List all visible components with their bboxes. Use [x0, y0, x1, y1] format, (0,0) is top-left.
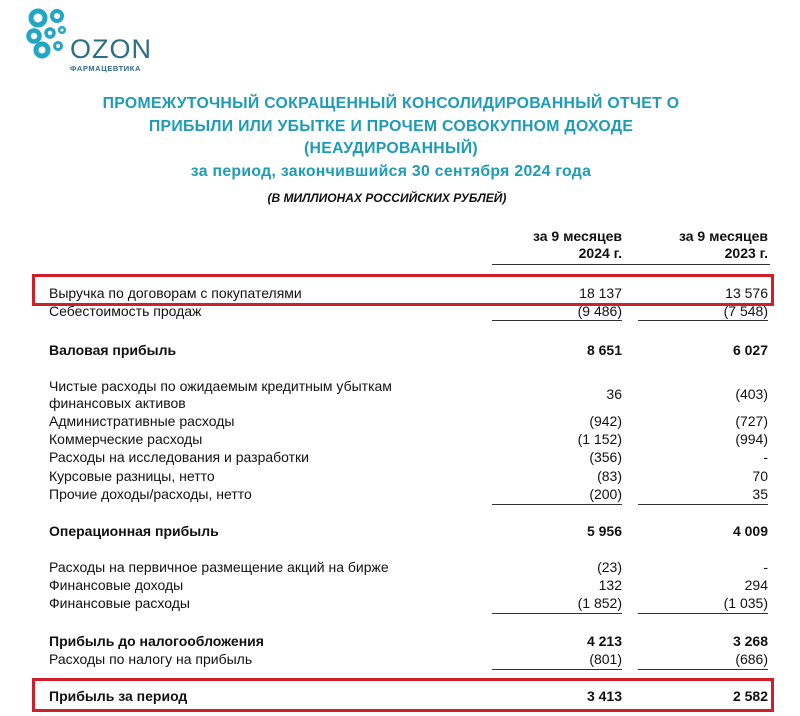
- row-label: [49, 378, 469, 412]
- value-2023: 13 576: [725, 285, 768, 301]
- column-header-2024-period: за 9 месяцев: [532, 228, 622, 244]
- row-label: Курсовые разницы, нетто: [49, 468, 215, 484]
- highlight-revenue-row: [32, 274, 774, 306]
- column-header-2024: [472, 228, 622, 262]
- column-header-2023: [618, 228, 768, 262]
- value-2024: 8 651: [586, 342, 622, 358]
- value-2024: 4 213: [586, 633, 622, 649]
- row-label: Расходы по налогу на прибыль: [49, 651, 253, 667]
- value-2024: 36: [606, 386, 622, 402]
- value-2024: (801): [589, 651, 622, 667]
- value-2024: (1 152): [577, 431, 622, 447]
- subtotal-line-2024: [492, 669, 622, 670]
- value-2023: 4 009: [732, 523, 768, 539]
- logo-subtitle: ФАРМАЦЕВТИКА: [70, 64, 141, 73]
- value-2024: (942): [589, 413, 622, 429]
- row-label: Расходы на исследования и разработки: [49, 449, 309, 465]
- column-header-2024-year: 2024 г.: [578, 245, 622, 261]
- subtotal-line-2023: [638, 320, 768, 321]
- value-2023: -: [763, 449, 768, 465]
- row-label: Валовая прибыль: [49, 342, 177, 358]
- value-2024: (1 852): [577, 595, 622, 611]
- value-2024: (200): [589, 486, 622, 502]
- row-label-line-1: Чистые расходы по ожидаемым кредитным убыткам: [49, 378, 392, 394]
- row-label: Прочие доходы/расходы, нетто: [49, 486, 252, 502]
- value-2023: (7 548): [723, 303, 768, 319]
- subtotal-line-2023: [638, 669, 768, 670]
- row-label: Финансовые доходы: [49, 577, 184, 593]
- row-label: Коммерческие расходы: [49, 431, 203, 447]
- title-line-3: (НЕАУДИРОВАННЫЙ): [304, 140, 478, 157]
- value-2023: (727): [735, 413, 768, 429]
- value-2024: 5 956: [586, 523, 622, 539]
- value-2023: -: [763, 559, 768, 575]
- title-line-4: за период, закончившийся 30 сентября 2024 года: [190, 162, 592, 180]
- value-2023: 294: [744, 577, 768, 593]
- value-2023: 70: [752, 468, 768, 484]
- value-2024: (83): [597, 468, 622, 484]
- column-header-2023-year: 2023 г.: [724, 245, 768, 261]
- value-2023: 35: [752, 486, 768, 502]
- ozon-pharma-logo: [24, 6, 164, 72]
- subtotal-line-2024: [492, 320, 622, 321]
- value-2023: (686): [735, 651, 768, 667]
- header-divider: [492, 264, 770, 265]
- title-line-2: ПРИБЫЛИ ИЛИ УБЫТКЕ И ПРОЧЕМ СОВОКУПНОМ ДОХОДЕ: [148, 117, 634, 135]
- value-2023: 2 582: [732, 688, 768, 704]
- value-2024: (23): [597, 559, 622, 575]
- value-2024: 3 413: [586, 688, 622, 704]
- value-2023: (1 035): [723, 595, 768, 611]
- report-title: [30, 93, 752, 183]
- row-label: Операционная прибыль: [49, 523, 219, 539]
- subtotal-line-2024: [492, 504, 622, 505]
- row-label-line-2: финансовых активов: [49, 395, 186, 411]
- units-note: (В МИЛЛИОНАХ РОССИЙСКИХ РУБЛЕЙ): [267, 191, 507, 205]
- row-label: Финансовые расходы: [49, 595, 190, 611]
- subtotal-line-2023: [638, 613, 768, 614]
- subtotal-line-2024: [492, 613, 622, 614]
- logo-wordmark: OZON: [70, 34, 152, 64]
- value-2024: 18 137: [579, 285, 622, 301]
- row-label: Расходы на первичное размещение акций на бирже: [49, 559, 389, 575]
- value-2024: (356): [589, 449, 622, 465]
- value-2023: 3 268: [732, 633, 768, 649]
- column-header-2023-period: за 9 месяцев: [678, 228, 768, 244]
- value-2024: (9 486): [577, 303, 622, 319]
- value-2024: 132: [598, 577, 622, 593]
- logo-rings-icon: [24, 6, 70, 66]
- value-2023: 6 027: [732, 342, 768, 358]
- value-2023: (994): [735, 431, 768, 447]
- row-label: Выручка по договорам с покупателями: [49, 285, 302, 301]
- row-label: Административные расходы: [49, 413, 235, 429]
- value-2023: (403): [735, 386, 768, 402]
- row-label: Себестоимость продаж: [49, 303, 202, 319]
- subtotal-line-2023: [638, 504, 768, 505]
- row-label: Прибыль до налогообложения: [49, 633, 264, 649]
- row-label: Прибыль за период: [49, 688, 188, 704]
- highlight-profit-row: [32, 678, 774, 712]
- title-line-1: ПРОМЕЖУТОЧНЫЙ СОКРАЩЕННЫЙ КОНСОЛИДИРОВАННЫЙ ОТЧЕТ О: [102, 95, 680, 112]
